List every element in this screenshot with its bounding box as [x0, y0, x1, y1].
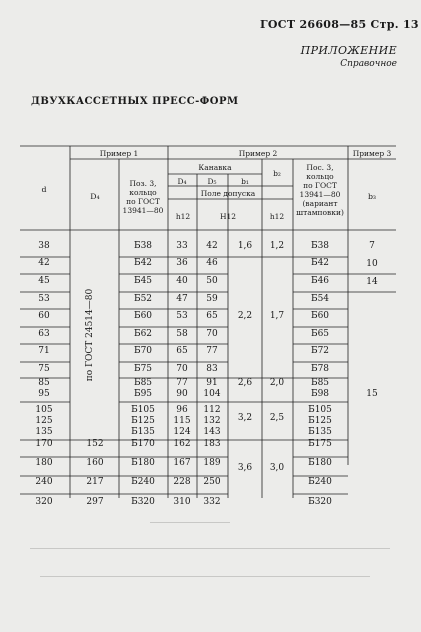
row-ring1: Б240 [131, 477, 155, 487]
b1-value: 1,6 [237, 241, 253, 251]
row-ring2: Б54 [310, 294, 330, 304]
row-groove-D4: 53 [176, 311, 188, 321]
pos2-header-line: по ГОСТ [303, 181, 337, 190]
row-ring1: Б180 [131, 458, 155, 468]
row-groove-D5: 250 [203, 477, 221, 487]
tolerance-header: Поле допуска [200, 189, 256, 198]
row-groove-D4: 228 [173, 477, 191, 487]
pos2-header-line: 13941—80 [299, 190, 341, 199]
row-ring2: Б125 [308, 416, 332, 426]
row-D4: 217 [86, 477, 104, 487]
row-d: 63 [38, 329, 50, 339]
row-d: 105 [35, 405, 53, 415]
row-ring2: Б85 [310, 378, 330, 388]
example2-header: Пример 2 [238, 149, 278, 158]
row-groove-D5: 91 [206, 378, 218, 388]
row-groove-D5: 104 [203, 389, 221, 399]
row-d: 240 [35, 477, 53, 487]
b2-value: 2,0 [269, 378, 285, 388]
row-d: 135 [35, 427, 53, 437]
groove-D5-header: D₅ [207, 177, 217, 186]
row-groove-D4: 36 [176, 258, 188, 268]
b3-value: 7 [369, 241, 375, 251]
row-d: 60 [38, 311, 50, 321]
row-d: 85 [38, 378, 50, 388]
b1-value: 3,6 [237, 463, 253, 473]
b2-value: 3,0 [269, 463, 285, 473]
row-d: 53 [38, 294, 50, 304]
row-groove-D5: 83 [206, 364, 218, 374]
row-groove-D5: 332 [203, 497, 221, 507]
row-ring2: Б46 [310, 276, 330, 286]
row-D4: 152 [86, 439, 104, 449]
b2-value: 1,2 [269, 241, 285, 251]
row-d: 38 [38, 241, 50, 251]
row-groove-D5: 77 [206, 346, 218, 356]
pos1-header-line: 13941—80 [122, 206, 164, 215]
b3-value: 10 [366, 259, 378, 269]
b3-value: 15 [366, 389, 378, 399]
appendix-label: ПРИЛОЖЕНИЕ [300, 44, 397, 57]
row-ring1: Б85 [133, 378, 153, 388]
row-d: 170 [35, 439, 53, 449]
row-groove-D5: 50 [206, 276, 218, 286]
b2-header: b₂ [273, 169, 281, 178]
col-d-header: d [41, 185, 47, 194]
row-ring2: Б98 [310, 389, 330, 399]
row-groove-D5: 132 [203, 416, 221, 426]
row-d: 71 [38, 346, 50, 356]
row-D4: 160 [86, 458, 104, 468]
row-d: 42 [38, 258, 50, 268]
b3-header: b₃ [367, 192, 377, 201]
row-ring1: Б70 [133, 346, 153, 356]
example3-header: Пример 3 [352, 149, 392, 158]
row-groove-D4: 65 [176, 346, 188, 356]
row-groove-D4: 167 [173, 458, 191, 468]
row-ring2: Б180 [308, 458, 332, 468]
row-groove-D4: 162 [173, 439, 191, 449]
row-ring1: Б95 [133, 389, 153, 399]
pos2-header-line: кольцо [306, 172, 334, 181]
row-ring2: Б65 [310, 329, 330, 339]
b1-value: 3,2 [237, 413, 253, 423]
table-title: ДВУХКАССЕТНЫХ ПРЕСС-ФОРМ [31, 96, 239, 107]
pos2-header-line: (вариант [302, 199, 338, 208]
row-ring2: Б38 [310, 241, 330, 251]
row-groove-D4: 70 [176, 364, 188, 374]
row-groove-D4: 77 [176, 378, 188, 388]
row-ring1: Б320 [131, 497, 155, 507]
b2-value: 2,5 [269, 413, 285, 423]
groove-b1-header: b₁ [241, 177, 249, 186]
row-ring2: Б72 [310, 346, 330, 356]
row-ring1: Б38 [133, 241, 153, 251]
row-ring2: Б105 [308, 405, 332, 415]
row-d: 320 [35, 497, 53, 507]
pos1-header-line: Поз. 3, [129, 179, 157, 188]
scan-noise [150, 522, 230, 523]
col-D4-header: D₄ [90, 192, 100, 201]
row-groove-D5: 70 [206, 329, 218, 339]
example1-header: Пример 1 [99, 149, 139, 158]
row-ring1: Б75 [133, 364, 153, 374]
row-ring2: Б240 [308, 477, 332, 487]
row-groove-D5: 46 [206, 258, 218, 268]
row-groove-D4: 58 [176, 329, 188, 339]
tol-H12: H12 [219, 212, 237, 221]
pos1-header-line: по ГОСТ [126, 197, 160, 206]
row-D4: 297 [86, 497, 104, 507]
pos1-header-line: кольцо [129, 188, 157, 197]
row-groove-D4: 310 [173, 497, 191, 507]
row-groove-D4: 90 [176, 389, 188, 399]
row-groove-D5: 143 [203, 427, 221, 437]
row-ring2: Б60 [310, 311, 330, 321]
row-d: 45 [38, 276, 50, 286]
row-d: 75 [38, 364, 50, 374]
groove-header: Канавка [198, 163, 232, 172]
row-ring2: Б42 [310, 258, 330, 268]
b1-value: 2,6 [237, 378, 253, 388]
row-groove-D4: 124 [173, 427, 191, 437]
row-groove-D5: 189 [203, 458, 221, 468]
groove-D4-header: D₄ [177, 177, 187, 186]
tol-h12-a: h12 [175, 212, 191, 221]
pos2-header-line: Пос. 3, [306, 163, 334, 172]
row-d: 95 [38, 389, 50, 399]
row-ring2: Б175 [308, 439, 332, 449]
row-groove-D5: 65 [206, 311, 218, 321]
row-d: 125 [35, 416, 53, 426]
vertical-gost-text: по ГОСТ 24514—80 [85, 288, 95, 382]
row-ring2: Б320 [308, 497, 332, 507]
row-ring1: Б105 [131, 405, 155, 415]
b1-value: 2,2 [237, 311, 253, 321]
row-groove-D4: 40 [176, 276, 188, 286]
b3-value: 14 [366, 277, 378, 287]
row-d: 180 [35, 458, 53, 468]
b2-value: 1,7 [269, 311, 285, 321]
row-ring1: Б170 [131, 439, 155, 449]
row-ring2: Б78 [310, 364, 330, 374]
row-ring1: Б52 [133, 294, 153, 304]
row-groove-D4: 47 [176, 294, 188, 304]
row-ring1: Б125 [131, 416, 155, 426]
tol-h12-b: h12 [269, 212, 285, 221]
row-groove-D5: 59 [206, 294, 218, 304]
row-ring1: Б45 [133, 276, 153, 286]
scan-noise [30, 548, 390, 549]
row-ring1: Б60 [133, 311, 153, 321]
pos2-header-line: штамповки) [296, 208, 344, 217]
row-groove-D5: 42 [206, 241, 218, 251]
row-ring2: Б135 [308, 427, 332, 437]
row-groove-D5: 112 [203, 405, 221, 415]
row-groove-D4: 33 [176, 241, 188, 251]
row-groove-D5: 183 [203, 439, 221, 449]
row-ring1: Б42 [133, 258, 153, 268]
row-ring1: Б135 [131, 427, 155, 437]
row-ring1: Б62 [133, 329, 153, 339]
scan-noise [40, 576, 370, 577]
page-header: ГОСТ 26608—85 Стр. 13 [260, 18, 419, 31]
row-groove-D4: 96 [176, 405, 188, 415]
row-groove-D4: 115 [173, 416, 191, 426]
reference-label: Справочное [340, 59, 397, 69]
